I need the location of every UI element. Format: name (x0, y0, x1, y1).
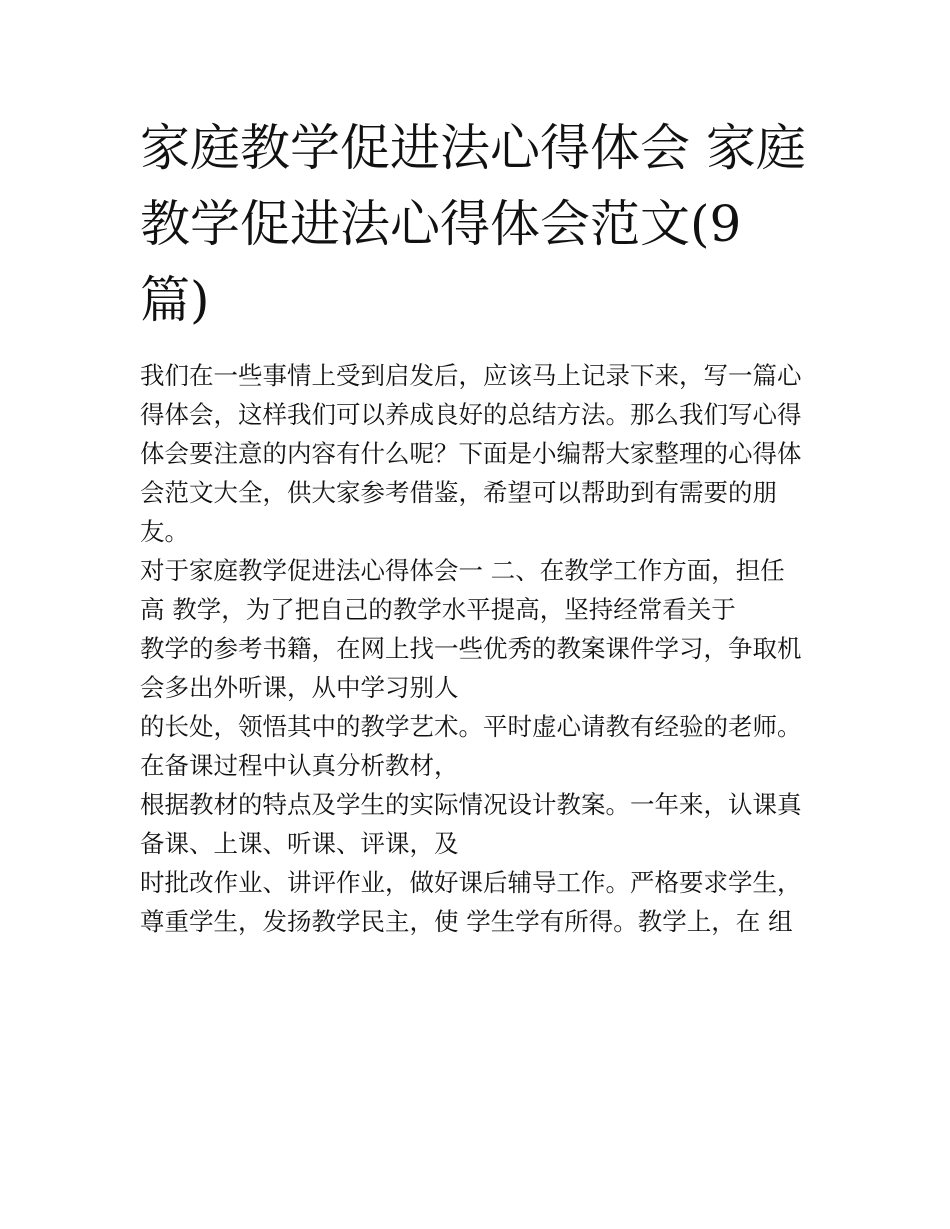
text-line: 尊重学生，发扬教学民主，使 学生学有所得。教学上，在 组 (140, 907, 793, 936)
text-line: 高 教学，为了把自己的教学水平提高，坚持经常看关于 (140, 595, 736, 624)
text-line: 教学的参考书籍，在网上找一些优秀的教案课件学习，争取机 (140, 634, 802, 663)
text-line: 会范文大全，供大家参考借鉴，希望可以帮助到有需要的朋 (140, 478, 777, 507)
text-line: 时批改作业、讲评作业，做好课后辅导工作。严格要求学生， (140, 868, 802, 897)
text-line: 在备课过程中认真分析教材， (140, 751, 459, 780)
text-line: 会多出外听课，从中学习别人 (140, 673, 459, 702)
text-line: 体会要注意的内容有什么呢？下面是小编帮大家整理的心得体 (140, 439, 802, 468)
document-body (140, 356, 820, 941)
section-paragraph (140, 551, 820, 941)
text-line: 我们在一些事情上受到启发后，应该马上记录下来，写一篇心 (140, 361, 802, 390)
text-line: 根据教材的特点及学生的实际情况设计教案。一年来，认课真 (140, 790, 802, 819)
text-line: 对于家庭教学促进法心得体会一 二、在教学工作方面，担任 (140, 556, 785, 585)
text-line: 的长处，领悟其中的教学艺术。平时虚心请教有经验的老师。 (140, 712, 802, 741)
text-line: 备课、上课、听课、评课，及 (140, 829, 459, 858)
document-title (140, 110, 820, 338)
document-page (140, 110, 820, 941)
text-line: 友。 (140, 517, 189, 546)
intro-paragraph (140, 356, 820, 551)
title-line: 家庭教学促进法心得体会 家庭 (140, 119, 806, 177)
title-line: 教学促进法心得体会范文(9 (140, 195, 742, 253)
title-line: 篇) (140, 271, 210, 329)
text-line: 得体会，这样我们可以养成良好的总结方法。那么我们写心得 (140, 400, 802, 429)
